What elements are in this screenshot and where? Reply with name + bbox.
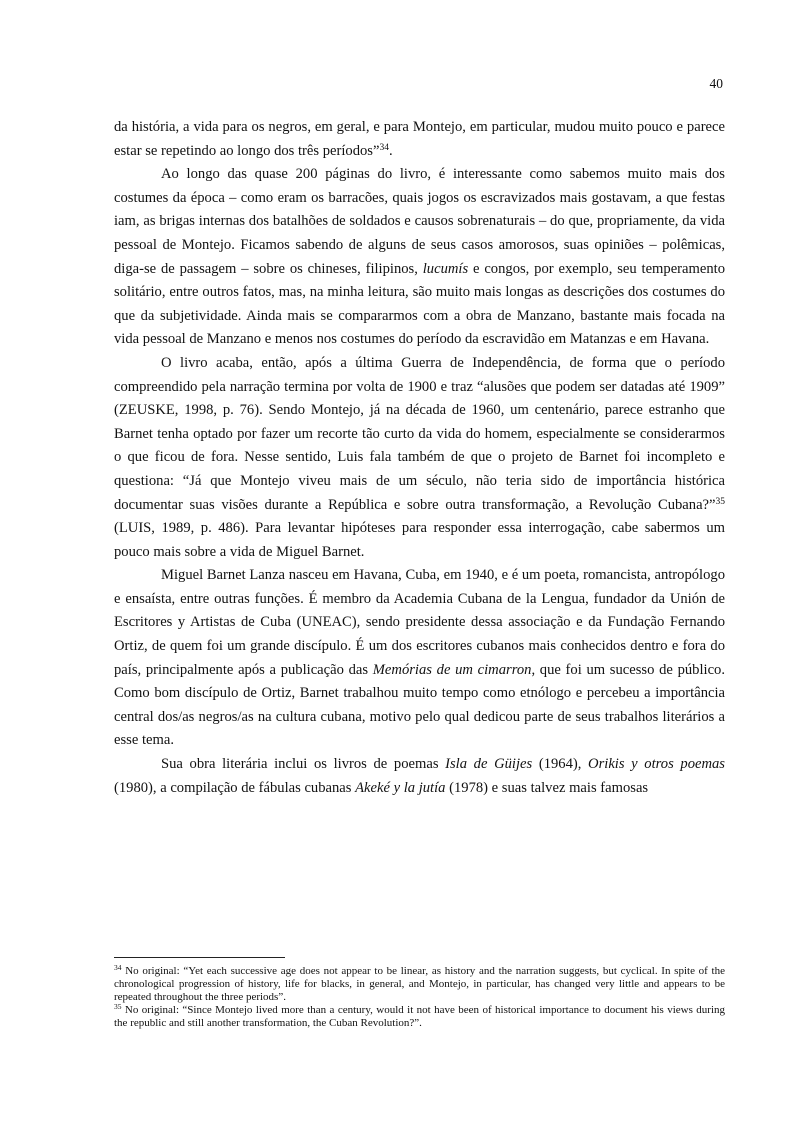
text-run: (1980), a compilação de fábulas cubanas bbox=[114, 779, 356, 796]
footnote bbox=[114, 965, 725, 1004]
paragraph bbox=[114, 116, 725, 163]
footnotes bbox=[114, 965, 725, 1030]
text-run: Sua obra literária inclui os livros de poemas bbox=[161, 756, 446, 773]
text-run: , que foi um sucesso de público. Como bom discípulo de Ortiz, Barnet trabalhou muito tempo como etnólogo e percebeu a importância central dos/as negros/as na cultura cubana, motivo pelo qual dedicou parte de seus trabalhos literários a esse tema. bbox=[114, 661, 725, 749]
paragraph bbox=[114, 753, 725, 800]
body-text bbox=[114, 116, 725, 800]
italic-text: lucumís bbox=[422, 260, 469, 277]
footnote-marker: 34 bbox=[114, 963, 122, 972]
page-number: 40 bbox=[709, 76, 723, 91]
footnote-marker: 35 bbox=[715, 496, 725, 507]
italic-text: Isla de Güijes bbox=[445, 756, 533, 773]
text-run: Miguel Barnet Lanza nasceu em Havana, Cuba, em 1940, e é um poeta, romancista, antropólogo e ensaísta, entre outras funções. É membro da Academia Cubana de la Lengua, fundador da Unión de Escritores y Artistas de Cuba (UNEAC), sendo presidente dessa associação e da Fundação Fernando Ortiz, de quem foi um grande discípulo. É um dos escritores cubanos mais conhecidos dentro e fora do país, principalmente após a publicação das bbox=[114, 567, 725, 678]
text-run: No original: “Since Montejo lived more than a century, would it not have been of historical importance to document his views during the republic and still another transformation, the Cuban Revolution?”. bbox=[114, 1003, 725, 1029]
footnote-separator bbox=[114, 957, 285, 958]
text-run: Ao longo das quase 200 páginas do livro, é interessante como sabemos muito mais dos costumes da época – como eram os barracões, quais jogos os escravizados mais gostavam, a que festas iam, as brigas internas dos batalhões de soldados e causos sobrenaturais – do que, propriamente, da vida pessoal de Montejo. Ficamos sabendo de alguns de seus casos amorosos, suas opiniões – polêmicas, diga-se de passagem – sobre os chineses, filipinos, bbox=[114, 166, 725, 277]
text-run: e congos, por exemplo, seu temperamento solitário, entre outros fatos, mas, na minha leitura, são muito mais longas as descrições dos costumes do que da subjetividade. Ainda mais se compararmos com a obra de Manzano, bastante mais focada na vida pessoal de Manzano e menos nos costumes do período da escravidão em Matanzas e em Havana. bbox=[114, 260, 725, 348]
text-run: (LUIS, 1989, p. 486). Para levantar hipóteses para responder essa interrogação, cabe sabermos um pouco mais sobre a vida de Miguel Barnet. bbox=[114, 520, 725, 560]
text-run: O livro acaba, então, após a última Guerra de Independência, de forma que o período compreendido pela narração termina por volta de 1900 e traz “alusões que podem ser datadas até 1909” (ZEUSKE, 1998, p. 76). Sendo Montejo, já na década de 1960, um centenário, parece estranho que Barnet tenha optado por fazer um recorte tão curto da vida do homem, especialmente se considerarmos o que ficou de fora. Nesse sentido, Luis fala também de que o projeto de Barnet foi incompleto e questiona: “Já que Montejo viveu mais de um século, não teria sido de importância histórica documentar suas visões durante a República e sobre outra transformação, a Revolução Cubana?” bbox=[114, 354, 725, 513]
text-run: da história, a vida para os negros, em geral, e para Montejo, em particular, mudou muito pouco e parece estar se repetindo ao longo dos três períodos” bbox=[114, 119, 725, 159]
paragraph bbox=[114, 352, 725, 564]
footnote-marker: 35 bbox=[114, 1001, 122, 1011]
text-run: (1978) e suas talvez mais famosas bbox=[445, 779, 649, 796]
text-run: (1964), bbox=[532, 756, 589, 773]
paragraph bbox=[114, 564, 725, 753]
paragraph bbox=[114, 163, 725, 352]
text-run: . bbox=[388, 142, 393, 159]
text-run: No original: “Yet each successive age does not appear to be linear, as history and the narration suggests, but cyclical. In spite of the chronological progression of history, life for blacks, in general, and Montejo, in particular, has changed very little and appears to be repeated throughout the three periods”. bbox=[114, 965, 725, 1003]
italic-text: Akeké y la jutía bbox=[355, 779, 446, 796]
italic-text: Memórias de um cimarron bbox=[372, 661, 532, 678]
italic-text: Orikis y otros poemas bbox=[588, 756, 725, 773]
footnote-marker: 34 bbox=[379, 142, 389, 153]
footnote bbox=[114, 1001, 725, 1030]
